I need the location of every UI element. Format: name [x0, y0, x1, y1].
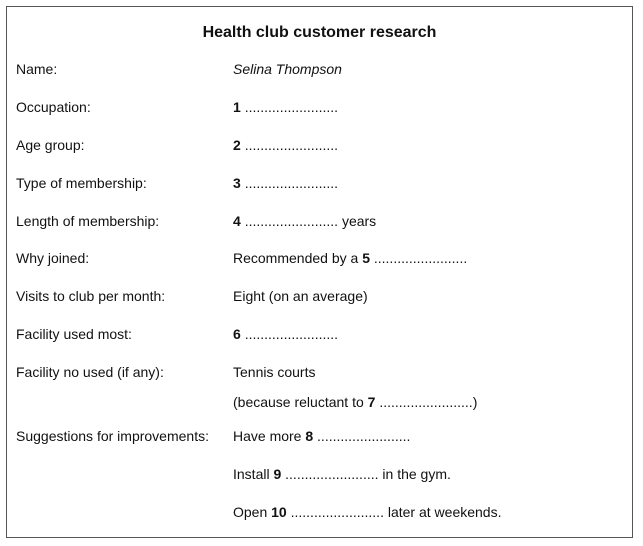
question-number: 7: [367, 394, 376, 410]
field-label: Why joined:: [16, 250, 90, 266]
answer-blank-2[interactable]: [233, 137, 338, 153]
form-title: Health club customer research: [202, 24, 437, 41]
row-visits: [7, 288, 632, 308]
answer-blank-5[interactable]: [233, 250, 467, 266]
row-facility-used: [7, 326, 632, 346]
blank-dots: ........................: [317, 428, 411, 444]
question-number: 4: [233, 213, 241, 229]
row-open: [7, 504, 632, 524]
question-number: 1: [233, 99, 241, 115]
answer-blank-8[interactable]: [233, 428, 410, 444]
answer-blank-4[interactable]: [233, 213, 376, 229]
prefix-text: Have more: [233, 428, 302, 444]
question-number: 5: [362, 250, 370, 266]
prefix-text: (because reluctant to: [233, 394, 364, 410]
answer-blank-10[interactable]: [233, 504, 501, 520]
field-label: Occupation:: [16, 99, 91, 115]
facility-not-used-value: Tennis courts: [233, 364, 316, 380]
row-name: [7, 61, 632, 81]
answer-blank-6[interactable]: [233, 326, 338, 342]
field-label: Visits to club per month:: [16, 288, 166, 304]
name-value: Selina Thompson: [233, 61, 342, 77]
suffix-text: years: [341, 213, 377, 229]
answer-blank-3[interactable]: [233, 175, 338, 191]
blank-dots: ........................: [244, 137, 339, 153]
question-number: 2: [233, 137, 241, 153]
blank-dots: ........................: [290, 504, 384, 520]
suffix-text: in the gym.: [382, 466, 451, 482]
prefix-text: Recommended by a: [233, 250, 359, 266]
row-membership-length: [7, 213, 632, 233]
row-facility-not-used: [7, 364, 632, 384]
field-label: Name:: [16, 61, 58, 77]
answer-blank-1[interactable]: [233, 99, 338, 115]
field-label: Age group:: [16, 137, 85, 153]
blank-dots: ........................: [379, 394, 473, 410]
question-number: 9: [273, 466, 282, 482]
field-label: Facility no used (if any):: [16, 364, 164, 380]
row-suggestions: [7, 428, 632, 448]
prefix-text: Open: [233, 504, 268, 520]
question-number: 8: [305, 428, 314, 444]
blank-dots: ........................: [373, 250, 468, 266]
question-number: 6: [233, 326, 241, 342]
row-membership-type: [7, 175, 632, 195]
row-why-joined: [7, 250, 632, 270]
visits-value: Eight (on an average): [233, 288, 368, 304]
research-form: [6, 6, 633, 538]
field-label: Suggestions for improvements:: [16, 428, 209, 444]
suffix-text: later at weekends.: [387, 504, 502, 520]
blank-dots: ........................: [285, 466, 379, 482]
row-occupation: [7, 99, 632, 119]
suffix-text: ): [472, 394, 478, 410]
blank-dots: ........................: [244, 99, 339, 115]
answer-blank-7[interactable]: [233, 394, 477, 410]
answer-blank-9[interactable]: [233, 466, 451, 482]
row-reluctant: [7, 394, 632, 414]
question-number: 3: [233, 175, 241, 191]
blank-dots: ........................: [244, 213, 339, 229]
field-label: Type of membership:: [16, 175, 147, 191]
field-label: Facility used most:: [16, 326, 132, 342]
row-install: [7, 466, 632, 486]
field-label: Length of membership:: [16, 213, 160, 229]
blank-dots: ........................: [244, 326, 339, 342]
prefix-text: Install: [233, 466, 270, 482]
question-number: 10: [271, 504, 287, 520]
blank-dots: ........................: [244, 175, 339, 191]
row-age-group: [7, 137, 632, 157]
